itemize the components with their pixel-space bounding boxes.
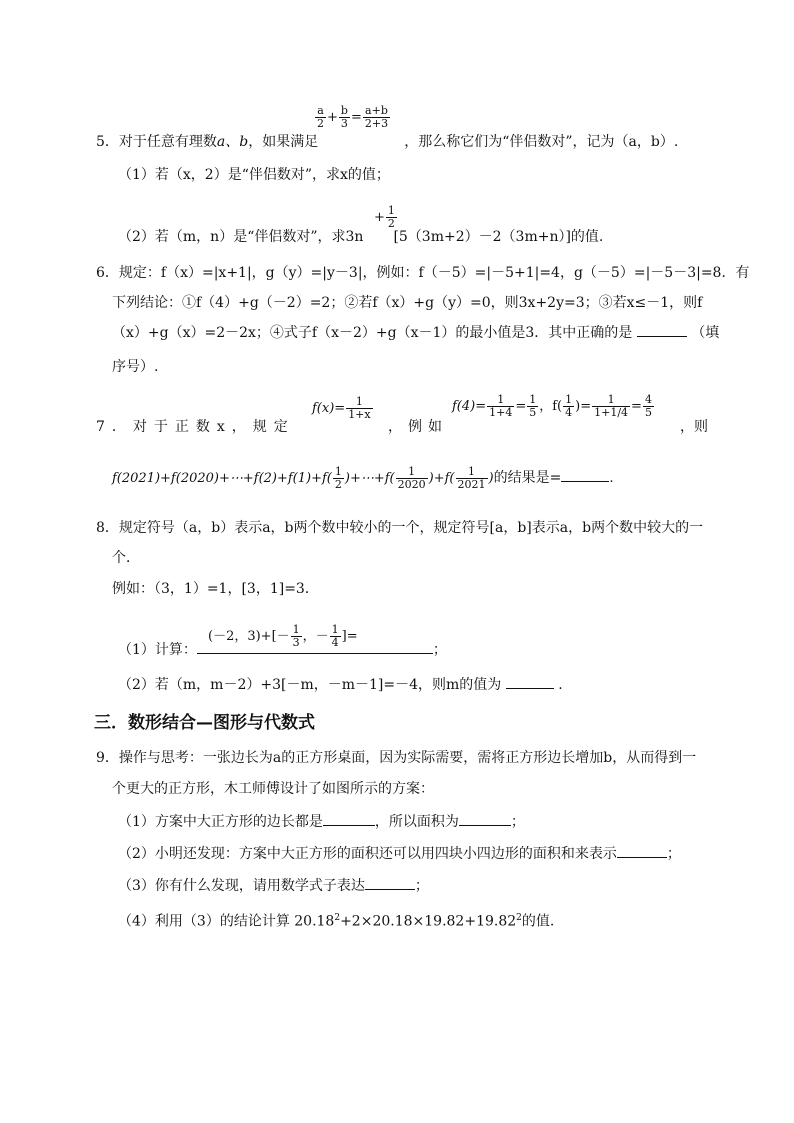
section-3-title: 三．数形结合—图形与代数式 <box>94 713 315 733</box>
q9-line1: 9．操作与思考：一张边长为a的正方形桌面，因为实际需要，需将正方形边长增加b，从而得到一 <box>96 750 697 766</box>
q6-line1: 6．规定：f（x）=|x+1|，g（y）=|y－3|，例如：f（－5）=|－5+1|=4，g（－5）=|－5－3|=8．有 <box>96 265 750 281</box>
q9-sub3: （3）你有什么发现，请用数学式子表达 ； <box>118 878 429 894</box>
q6-line3: （x）+g（x）=2－2x；④式子f（x－2）+g（x－1）的最小值是3．其中正确的是 （填 <box>112 325 720 341</box>
q7-stem: 7．对于正数x，规定 <box>96 419 295 435</box>
q9-sub2: （2）小明还发现：方案中大正方形的面积还可以用四块小四边形的面积和来表示 ； <box>118 846 681 862</box>
q8-sub2-blank[interactable] <box>506 676 554 689</box>
q7-example-label: ，例如 <box>388 419 448 435</box>
q8-sub2: （2）若（m，m－2）+3[－m，－m－1]=－4，则m的值为 . <box>118 677 563 693</box>
q9-sub1: （1）方案中大正方形的边长都是 ，所以面积为 ； <box>118 814 525 830</box>
q7-answer-blank[interactable] <box>561 469 609 482</box>
q9-sub3-blank[interactable] <box>365 877 415 890</box>
q9-sub4: （4）利用（3）的结论计算 $20.18^2+2\times 20.18\times 19.82+19.82^2$的值. <box>118 913 555 930</box>
q5-sub2: （2）若（m，n）是“伴侣数对”，求3n [5（3m+2）－2（3m+n）]的值. <box>118 229 604 245</box>
q5-frac-a2: $\frac{a}{2}$ <box>317 104 324 130</box>
q5-frac-rhs: $\frac{a+b}{2+3}$ <box>364 104 389 130</box>
q8-line2: 个． <box>112 550 140 566</box>
q8-sub1-blank[interactable] <box>197 641 433 654</box>
q9-sub1-blank-area[interactable] <box>459 813 511 826</box>
q7-sum: f(2021)+f(2020)+⋯+f(2)+f(1)+f( $\frac{1}{2}$ )+⋯+f( $\frac{1}{2020}$ )+f( $\frac{1}{2021}$ )的结果是= . <box>112 465 614 491</box>
q9-line2: 个更大的正方形，木工师傅设计了如图所示的方案： <box>112 781 434 797</box>
q7-then: ，则 <box>680 419 708 435</box>
q5-frac-b3: $\frac{b}{3}$ <box>340 104 348 130</box>
q8-expression: (－2，3)+[－ $\frac{1}{3}$ ，－ $\frac{1}{4}$ ]= <box>208 623 358 649</box>
q7-definition: f(x)= $\frac{1}{1+x}$ <box>312 395 371 421</box>
q6-line2: 下列结论：①f（4）+g（－2）=2；②若f（x）+g（y）=0，则3x+2y=3；③若x≤－1，则f <box>112 295 703 311</box>
q5-sub1: （1）若（x，2）是“伴侣数对”，求x的值； <box>118 167 390 183</box>
q7-examples: f(4)= $\frac{1}{1+4}$ = $\frac{1}{5}$ ，f( $\frac{1}{4}$ )= $\frac{1}{1+1/4}$ = $\frac{4}{5}$ <box>452 393 652 419</box>
q8-line1: 8．规定符号（a，b）表示a，b两个数中较小的一个，规定符号[a，b]表示a，b两个数中较大的一 <box>96 520 704 536</box>
q5-stem: 5．对于任意有理数a、b，如果满足 ，那么称它们为“伴侣数对”，记为（a，b）. <box>96 134 679 150</box>
q6-line4: 序号）. <box>112 359 159 375</box>
q9-sub2-blank[interactable] <box>617 845 667 858</box>
q8-sub1: （1）计算： ； <box>118 642 447 658</box>
q8-example: 例如：（3，1）=1，[3，1]=3． <box>112 581 319 597</box>
q6-answer-blank[interactable] <box>637 324 687 337</box>
q9-sub1-blank-side[interactable] <box>323 813 375 826</box>
